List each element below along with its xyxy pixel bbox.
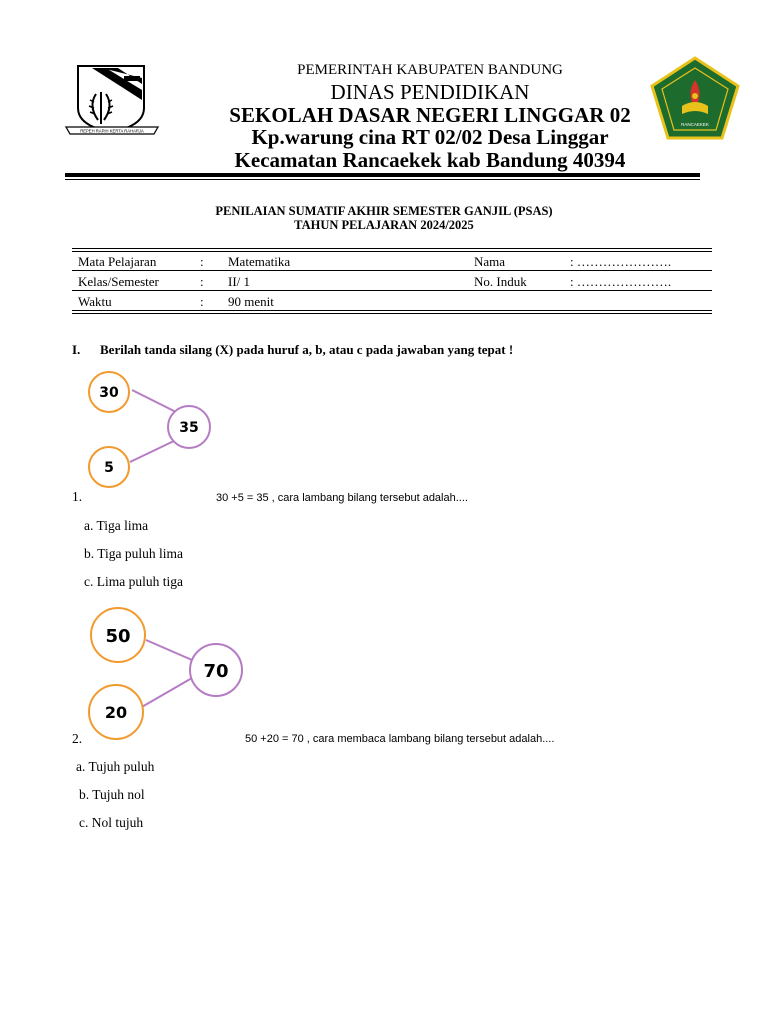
question-1-option-c[interactable]: c. Lima puluh tiga: [84, 574, 183, 589]
induk-label: No. Induk: [474, 274, 527, 289]
logo-motto: REPEH RAPIH KERTA RAHARJA: [80, 128, 144, 134]
colon: :: [200, 254, 204, 269]
kabupaten-bandung-logo: [62, 64, 162, 140]
info-row-subject: [72, 251, 712, 271]
question-1-option-a[interactable]: a. Tiga lima: [84, 518, 149, 533]
question-2-option-c[interactable]: c. Nol tujuh: [79, 815, 144, 830]
colon: :: [200, 274, 204, 289]
header-address: Kp.warung cina RT 02/02 Desa Linggar: [251, 125, 609, 149]
header-government: PEMERINTAH KABUPATEN BANDUNG: [297, 62, 563, 78]
header-district: Kecamatan Rancaekek kab Bandung 40394: [234, 148, 626, 172]
question-2-option-a[interactable]: a. Tujuh puluh: [76, 759, 155, 774]
question-1-number: 1.: [72, 489, 83, 504]
exam-title: PENILAIAN SUMATIF AKHIR SEMESTER GANJIL (PSAS): [215, 204, 553, 218]
bond-whole: 70: [203, 661, 229, 682]
info-row-time: [72, 291, 712, 311]
question-1-text: 30 +5 = 35 , cara lambang bilang tersebut adalah....: [216, 492, 468, 504]
time-label: Waktu: [78, 294, 112, 309]
section-text: Berilah tanda silang (X) pada huruf a, b, atau c pada jawaban yang tepat !: [100, 342, 514, 357]
header-rule-thick: [65, 173, 700, 177]
bond-part2: 20: [104, 703, 128, 722]
question-1-option-b[interactable]: b. Tiga puluh lima: [84, 546, 184, 561]
emblem-bottom-text: RANCAEKEK: [681, 122, 709, 127]
bond-part1: 50: [105, 626, 131, 647]
subject-label: Mata Pelajaran: [78, 254, 157, 269]
name-label: Nama: [474, 254, 506, 269]
header-rule-thin: [65, 179, 700, 180]
class-value: II/ 1: [228, 274, 251, 289]
header-department: DINAS PENDIDIKAN: [330, 80, 530, 104]
name-field[interactable]: : ………………….: [570, 254, 672, 269]
question-2-text: 50 +20 = 70 , cara membaca lambang bilang tersebut adalah....: [245, 733, 555, 745]
question-2-number: 2.: [72, 731, 83, 746]
question-2-option-b[interactable]: b. Tujuh nol: [79, 787, 145, 802]
info-row-class: [72, 271, 712, 291]
section-number: I.: [72, 342, 81, 357]
number-bond-diagram-2: [88, 604, 248, 744]
header-school-name: SEKOLAH DASAR NEGERI LINGGAR 02: [229, 103, 631, 127]
number-bond-diagram-1: [84, 366, 224, 502]
time-value: 90 menit: [228, 294, 274, 309]
bond-part1: 30: [99, 385, 119, 401]
bond-whole: 35: [179, 420, 199, 436]
exam-year: TAHUN PELAJARAN 2024/2025: [294, 218, 474, 232]
bond-part2: 5: [104, 460, 114, 476]
induk-field[interactable]: : ………………….: [570, 274, 672, 289]
class-label: Kelas/Semester: [78, 274, 159, 289]
colon: :: [200, 294, 204, 309]
subject-value: Matematika: [228, 254, 291, 269]
